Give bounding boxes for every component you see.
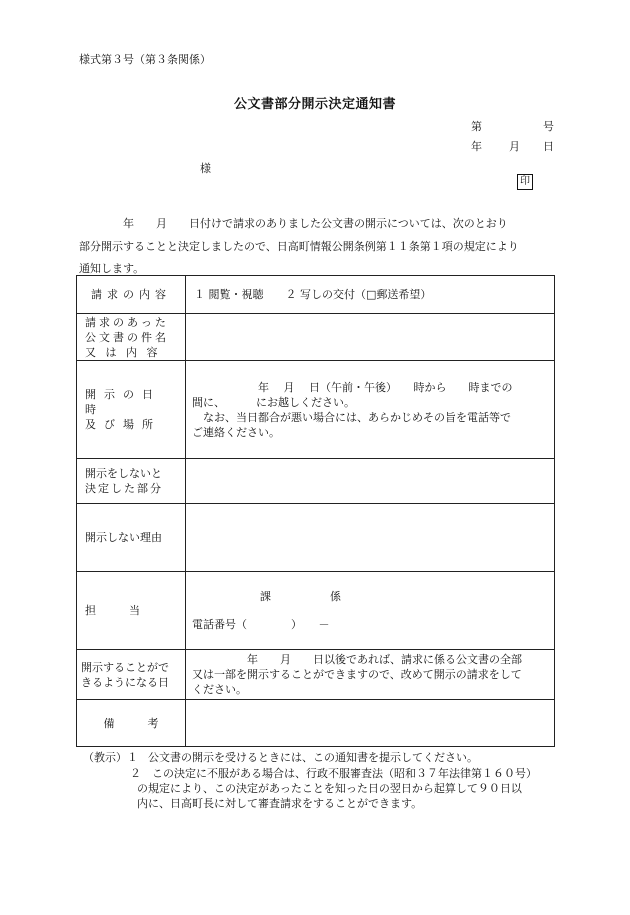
value-remarks[interactable] bbox=[186, 700, 555, 747]
form-id: 様式第３号（第３条関係） bbox=[79, 53, 211, 66]
label-disclosure-datetime bbox=[77, 361, 186, 459]
date-day: 日 bbox=[543, 140, 554, 153]
datetime-line: ご連絡ください。 bbox=[192, 425, 280, 439]
value-undisclosed-part[interactable] bbox=[186, 459, 555, 504]
document-title: 公文書部分開示決定通知書 bbox=[233, 97, 396, 112]
label-request-content bbox=[77, 276, 186, 314]
table-row bbox=[77, 314, 555, 361]
label-line: 又 は 内 容 bbox=[85, 345, 161, 359]
seal-stamp: 印 bbox=[517, 174, 533, 190]
label-line: 及び場所 bbox=[85, 418, 161, 431]
datetime-line: 年 月 日（午前・午後） 時から 時までの bbox=[192, 380, 513, 394]
contact-ka: 課 bbox=[260, 590, 271, 603]
value-contact[interactable] bbox=[186, 572, 555, 650]
value-disclosure-datetime[interactable] bbox=[186, 361, 555, 459]
table-row bbox=[77, 700, 555, 747]
request-content-options: １ 閲覧・視聴 ２ 写しの交付（□郵送希望） bbox=[194, 288, 432, 301]
label-line: 決定した部分 bbox=[85, 482, 163, 495]
table-row bbox=[77, 504, 555, 572]
label-text: 担 当 bbox=[85, 604, 140, 617]
label-contact bbox=[77, 572, 186, 650]
table-row bbox=[77, 361, 555, 459]
table-row bbox=[77, 572, 555, 650]
contact-kakari: 係 bbox=[330, 590, 341, 603]
doc-number-go: 号 bbox=[543, 120, 554, 133]
value-undisclosed-reason[interactable] bbox=[186, 504, 555, 572]
disclosable-line: 又は一部を開示することができますので、改めて開示の請求をして bbox=[192, 668, 522, 681]
doc-number-dai: 第 bbox=[471, 120, 482, 133]
disclosable-line: 年 月 日以後であれば、請求に係る公文書の全部 bbox=[192, 653, 522, 666]
table-row bbox=[77, 276, 555, 314]
note-2-line-1: ２ この決定に不服がある場合は、行政不服審査法（昭和３７年法律第１６０号） bbox=[130, 767, 537, 780]
label-line: 公文書の件名 bbox=[85, 330, 169, 344]
body-line-3: 通知します。 bbox=[79, 262, 145, 275]
notes-heading: （教示）１ bbox=[83, 751, 138, 764]
label-line: 開示をしないと bbox=[85, 467, 162, 480]
value-disclosable-date[interactable] bbox=[186, 650, 555, 700]
label-line: きるようになる日 bbox=[81, 675, 169, 689]
table-row bbox=[77, 650, 555, 700]
contact-phone: 電話番号（ ） － bbox=[192, 618, 330, 631]
label-remarks bbox=[77, 700, 186, 747]
note-2-line-3: 内に、日高町長に対して審査請求をすることができます。 bbox=[137, 797, 423, 810]
date-year: 年 bbox=[471, 140, 482, 153]
label-text: 請求の内容 bbox=[91, 288, 171, 301]
note-2-line-2: の規定により、この決定があったことを知った日の翌日から起算して９０日以 bbox=[137, 782, 522, 795]
datetime-line: 間に、 にお越しください。 bbox=[192, 395, 355, 409]
label-undisclosed-reason bbox=[77, 504, 186, 572]
label-document-name bbox=[77, 314, 186, 361]
label-line: 開示の日時 bbox=[85, 388, 161, 416]
label-line: 請求のあった bbox=[85, 315, 169, 329]
label-text: 開示しない理由 bbox=[85, 531, 162, 544]
value-request-content[interactable] bbox=[186, 276, 555, 314]
body-line-1: 年 月 日付けで請求のありました公文書の開示については、次のとおり bbox=[79, 217, 508, 230]
table-row bbox=[77, 459, 555, 504]
value-document-name[interactable] bbox=[186, 314, 555, 361]
label-undisclosed-part bbox=[77, 459, 186, 504]
body-line-2: 部分開示することと決定しましたので、日高町情報公開条例第１１条第１項の規定により bbox=[79, 240, 519, 253]
decision-table bbox=[76, 275, 555, 747]
date-month: 月 bbox=[509, 140, 520, 153]
note-1: 公文書の開示を受けるときには、この通知書を提示してください。 bbox=[148, 751, 478, 764]
label-text: 備 考 bbox=[103, 716, 159, 730]
addressee-honorific: 様 bbox=[200, 162, 211, 175]
label-line: 開示することがで bbox=[81, 660, 169, 674]
disclosable-line: ください。 bbox=[192, 683, 247, 696]
label-disclosable-date bbox=[77, 650, 186, 700]
datetime-line: なお、当日都合が悪い場合には、あらかじめその旨を電話等で bbox=[192, 410, 511, 424]
